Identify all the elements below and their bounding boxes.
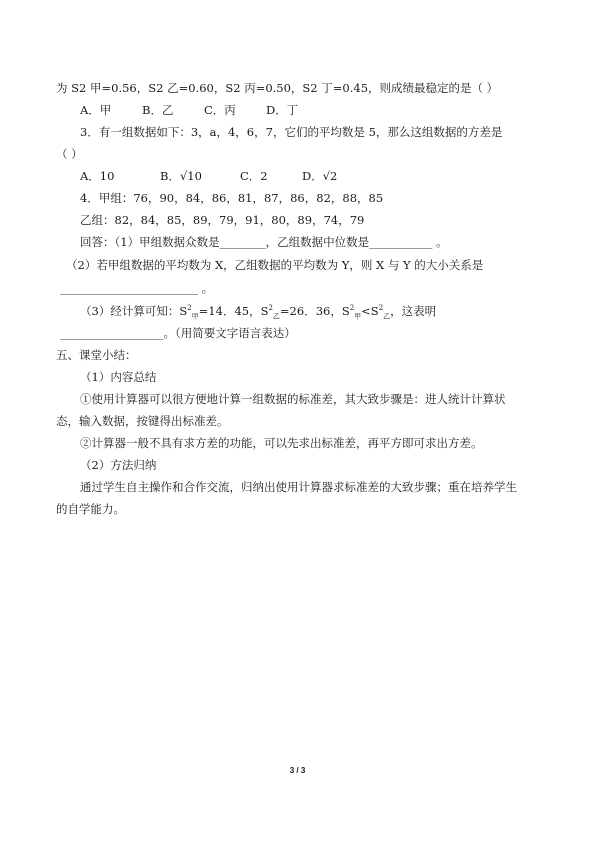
question-3-paren: （ ）: [56, 147, 83, 161]
summary-item-2a: 通过学生自主操作和合作交流，归纳出使用计算器求标准差的大致步骤；重在培养学生: [80, 480, 517, 494]
question-2-stem: 为 S2 甲=0.56，S2 乙=0.60，S2 丙=0.50，S2 丁=0.45，则成绩最稳定的是（ ）: [56, 81, 499, 95]
summary-item-1a: ①使用计算器可以很方便地计算一组数据的标准差，其大致步骤是：进人统计计算状: [80, 392, 506, 406]
question-4-group-a: 4．甲组：76，90，84，86，81，87，86，82，88，85: [80, 191, 384, 205]
option-d: D．丁: [266, 103, 299, 117]
question-4-group-b: 乙组：82，84，85，89，79，91，80，89，74，79: [80, 213, 365, 227]
question-4-answer-2-blank: ________________________ 。: [60, 281, 214, 295]
option-c: C．2: [240, 169, 268, 183]
question-2-options: [80, 102, 580, 118]
question-4-answer-3-blank: __________________。（用简要文字语言表达）: [60, 326, 296, 340]
summary-item-1c: ②计算器一般不具有求方差的功能，可以先求出标准差，再平方即可求出方差。: [80, 436, 483, 450]
option-b: B．√10: [160, 169, 202, 183]
question-4-answer-3: （3）经计算可知：$S^2_甲=14$．45，$S^2_乙=26$．36，$S^2_甲<S^2_乙$，这表明: [80, 304, 437, 321]
question-4-answer-1: 回答：（1）甲组数据众数是________，乙组数据中位数是___________ 。: [80, 235, 448, 249]
option-c: C．丙: [204, 103, 236, 117]
option-a: A．甲: [80, 103, 112, 117]
question-3-options: [80, 168, 580, 184]
option-b: B．乙: [142, 103, 174, 117]
summary-heading-2: （2）方法归纳: [80, 458, 157, 472]
question-4-answer-2: （2）若甲组数据的平均数为 X，乙组数据的平均数为 Y，则 X 与 Y 的大小关系是: [66, 258, 484, 272]
section-5-heading: 五、课堂小结：: [56, 348, 137, 362]
summary-heading-1: （1）内容总结: [80, 370, 157, 384]
page-number: 3 / 3: [289, 766, 306, 775]
summary-item-1b: 态，输入数据，按键得出标准差。: [56, 414, 229, 428]
option-a: A．10: [80, 169, 115, 183]
question-3-stem: 3．有一组数据如下：3，a，4，6，7，它们的平均数是 5，那么这组数据的方差是: [80, 125, 503, 139]
option-d: D．√2: [302, 169, 338, 183]
summary-item-2b: 的自学能力。: [56, 502, 125, 516]
